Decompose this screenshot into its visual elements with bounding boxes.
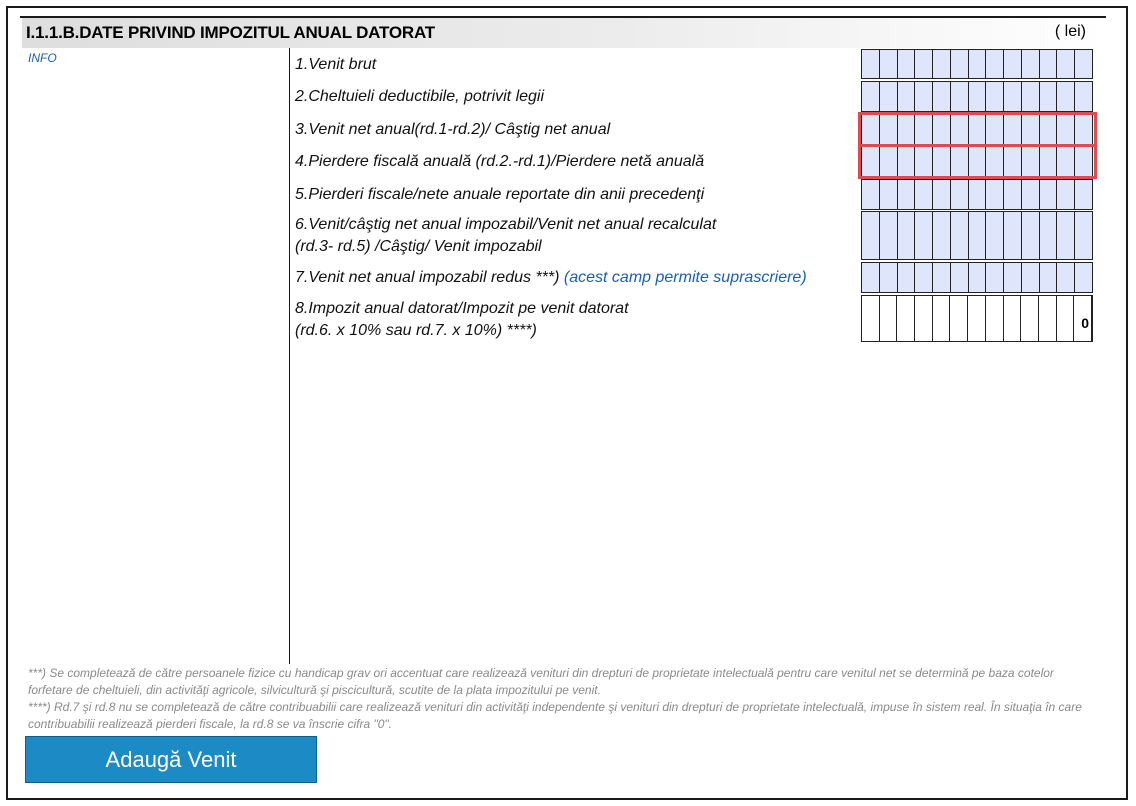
digit-cell — [986, 115, 1004, 144]
digit-cell — [1004, 263, 1022, 292]
digit-cell — [862, 180, 880, 209]
digit-cell — [915, 180, 933, 209]
digit-cell — [1057, 180, 1075, 209]
digit-cell — [880, 82, 898, 111]
digit-cell — [933, 212, 951, 259]
add-income-button[interactable]: Adaugă Venit — [25, 736, 317, 783]
digit-cell — [933, 180, 951, 209]
digit-cell — [968, 296, 986, 341]
digit-cell — [1004, 115, 1022, 144]
digit-cell — [1057, 263, 1075, 292]
digit-cell — [1004, 50, 1022, 78]
digit-cell — [880, 296, 898, 341]
digit-cell — [1004, 82, 1022, 111]
digit-cell — [986, 212, 1004, 259]
digit-cell — [969, 147, 987, 176]
row-7-label — [295, 267, 807, 289]
digit-cell — [1004, 296, 1022, 341]
digit-cell — [1075, 82, 1092, 111]
digit-cell — [1057, 147, 1075, 176]
row-7-label-text: 7.Venit net anual impozabil redus ***) — [295, 269, 564, 286]
digit-cell — [933, 82, 951, 111]
digit-cell — [1075, 50, 1092, 78]
digit-cell — [969, 180, 987, 209]
column-divider — [289, 48, 290, 664]
digit-cell — [951, 263, 969, 292]
digit-cell — [1004, 147, 1022, 176]
digit-cell — [969, 82, 987, 111]
digit-cell — [1040, 50, 1058, 78]
row-2-input[interactable] — [861, 81, 1093, 112]
digit-cell — [862, 147, 880, 176]
digit-cell — [1057, 115, 1075, 144]
digit-cell — [1040, 147, 1058, 176]
digit-cell — [969, 263, 987, 292]
digit-cell — [933, 50, 951, 78]
row-7-overwrite-note: (acest camp permite suprascriere) — [563, 269, 807, 286]
info-link[interactable]: INFO — [28, 51, 57, 65]
digit-cell — [898, 82, 916, 111]
row-5-input[interactable] — [861, 179, 1093, 210]
digit-cell — [898, 115, 916, 144]
digit-cell — [1040, 212, 1058, 259]
digit-cell — [915, 263, 933, 292]
digit-cell — [951, 147, 969, 176]
row-8-label — [295, 298, 629, 342]
digit-cell — [897, 296, 915, 341]
digit-cell — [1040, 82, 1058, 111]
digit-cell — [969, 50, 987, 78]
digit-cell — [862, 50, 880, 78]
digit-cell — [898, 263, 916, 292]
unit-label: ( lei) — [1054, 23, 1086, 40]
digit-cell — [862, 115, 880, 144]
row-8-label-line2: (rd.6. x 10% sau rd.7. x 10%) ****) — [295, 322, 537, 339]
digit-cell — [880, 263, 898, 292]
digit-cell — [1022, 115, 1040, 144]
digit-cell — [862, 212, 880, 259]
digit-cell — [951, 212, 969, 259]
digit-cell — [1040, 115, 1058, 144]
digit-cell — [986, 180, 1004, 209]
digit-cell — [1022, 263, 1040, 292]
digit-cell — [898, 50, 916, 78]
digit-cell — [1004, 180, 1022, 209]
digit-cell — [880, 50, 898, 78]
digit-cell — [1022, 82, 1040, 111]
section-title: I.1.1.B.DATE PRIVIND IMPOZITUL ANUAL DATORAT — [26, 23, 435, 42]
digit-cell — [1075, 115, 1092, 144]
digit-cell — [986, 263, 1004, 292]
row-8-label-line1: 8.Impozit anual datorat/Impozit pe venit datorat — [295, 300, 629, 317]
digit-cell — [1021, 296, 1039, 341]
digit-cell — [951, 82, 969, 111]
digit-cell — [880, 115, 898, 144]
digit-cell — [862, 296, 880, 341]
row-3-input[interactable] — [861, 114, 1093, 145]
digit-cell — [1040, 180, 1058, 209]
row-8-input[interactable] — [861, 295, 1093, 342]
row-4-label: 4.Pierdere fiscală anuală (rd.2.-rd.1)/Pierdere netă anuală — [295, 153, 705, 170]
digit-cell — [898, 180, 916, 209]
digit-cell — [1022, 147, 1040, 176]
digit-cell — [933, 147, 951, 176]
digit-cell — [1040, 263, 1058, 292]
digit-cell — [915, 115, 933, 144]
digit-cell — [1075, 263, 1092, 292]
digit-cell — [950, 296, 968, 341]
digit-cell — [1075, 180, 1092, 209]
digit-cell — [951, 180, 969, 209]
digit-cell — [880, 180, 898, 209]
digit-cell — [933, 115, 951, 144]
digit-cell — [986, 50, 1004, 78]
digit-cell — [880, 212, 898, 259]
digit-cell — [951, 50, 969, 78]
digit-cell — [1004, 212, 1022, 259]
digit-cell — [898, 147, 916, 176]
digit-cell — [1022, 50, 1040, 78]
digit-cell — [915, 212, 933, 259]
digit-cell — [1057, 212, 1075, 259]
digit-cell — [933, 296, 951, 341]
row-4-input[interactable] — [861, 146, 1093, 177]
section-header — [22, 18, 1106, 48]
digit-cell — [1022, 212, 1040, 259]
digit-cell — [969, 115, 987, 144]
digit-cell — [1057, 296, 1075, 341]
digit-cell — [986, 296, 1004, 341]
row-7-input[interactable] — [861, 262, 1093, 293]
digit-cell — [1075, 212, 1092, 259]
digit-cell — [986, 82, 1004, 111]
row-2-label: 2.Cheltuieli deductibile, potrivit legii — [295, 88, 545, 105]
digit-cell — [1039, 296, 1057, 341]
row-1-input[interactable] — [861, 49, 1093, 79]
digit-cell — [986, 147, 1004, 176]
digit-cell — [915, 296, 933, 341]
row-8-value: 0 — [1081, 315, 1089, 331]
footnote-1: ***) Se completează de către persoanele fizice cu handicap grav ori accentuat care realizează venituri din drepturi de proprietate intelectuală pentru care venitul net se determină pe baza cotelor forfetare de cheltuieli, din activităţi agricole, silvicultură şi piscicultură, scutite de la plata impozitului pe venit. — [28, 666, 1054, 697]
row-3-label: 3.Venit net anual(rd.1-rd.2)/ Câştig net anual — [295, 121, 611, 138]
digit-cell — [1057, 82, 1075, 111]
digit-cell — [933, 263, 951, 292]
digit-cell — [880, 147, 898, 176]
digit-cell — [915, 82, 933, 111]
digit-cell — [862, 263, 880, 292]
digit-cell — [951, 115, 969, 144]
footnote-2: ****) Rd.7 şi rd.8 nu se completează de către contribuabilii care realizează venituri din activităţi independente şi venituri din drepturi de proprietate intelectuală, impuse în sistem real. În situaţia în care contribuabilii realizează pierderi fiscale, la rd.8 se va înscrie cifra "0". — [28, 700, 1082, 731]
digit-cell — [1022, 180, 1040, 209]
row-6-label — [295, 214, 716, 258]
row-5-label: 5.Pierderi fiscale/nete anuale reportate din anii precedenţi — [295, 186, 705, 203]
digit-cell — [1075, 147, 1092, 176]
row-1-label: 1.Venit brut — [295, 56, 377, 73]
digit-cell — [898, 212, 916, 259]
digit-cell — [915, 147, 933, 176]
digit-cell — [915, 50, 933, 78]
digit-cell — [862, 82, 880, 111]
digit-cell — [1057, 50, 1075, 78]
row-6-label-line2: (rd.3- rd.5) /Câştig/ Venit impozabil — [295, 238, 542, 255]
row-6-label-line1: 6.Venit/câştig net anual impozabil/Venit net anual recalculat — [295, 216, 717, 233]
digit-cell — [969, 212, 987, 259]
row-6-input[interactable] — [861, 211, 1093, 260]
